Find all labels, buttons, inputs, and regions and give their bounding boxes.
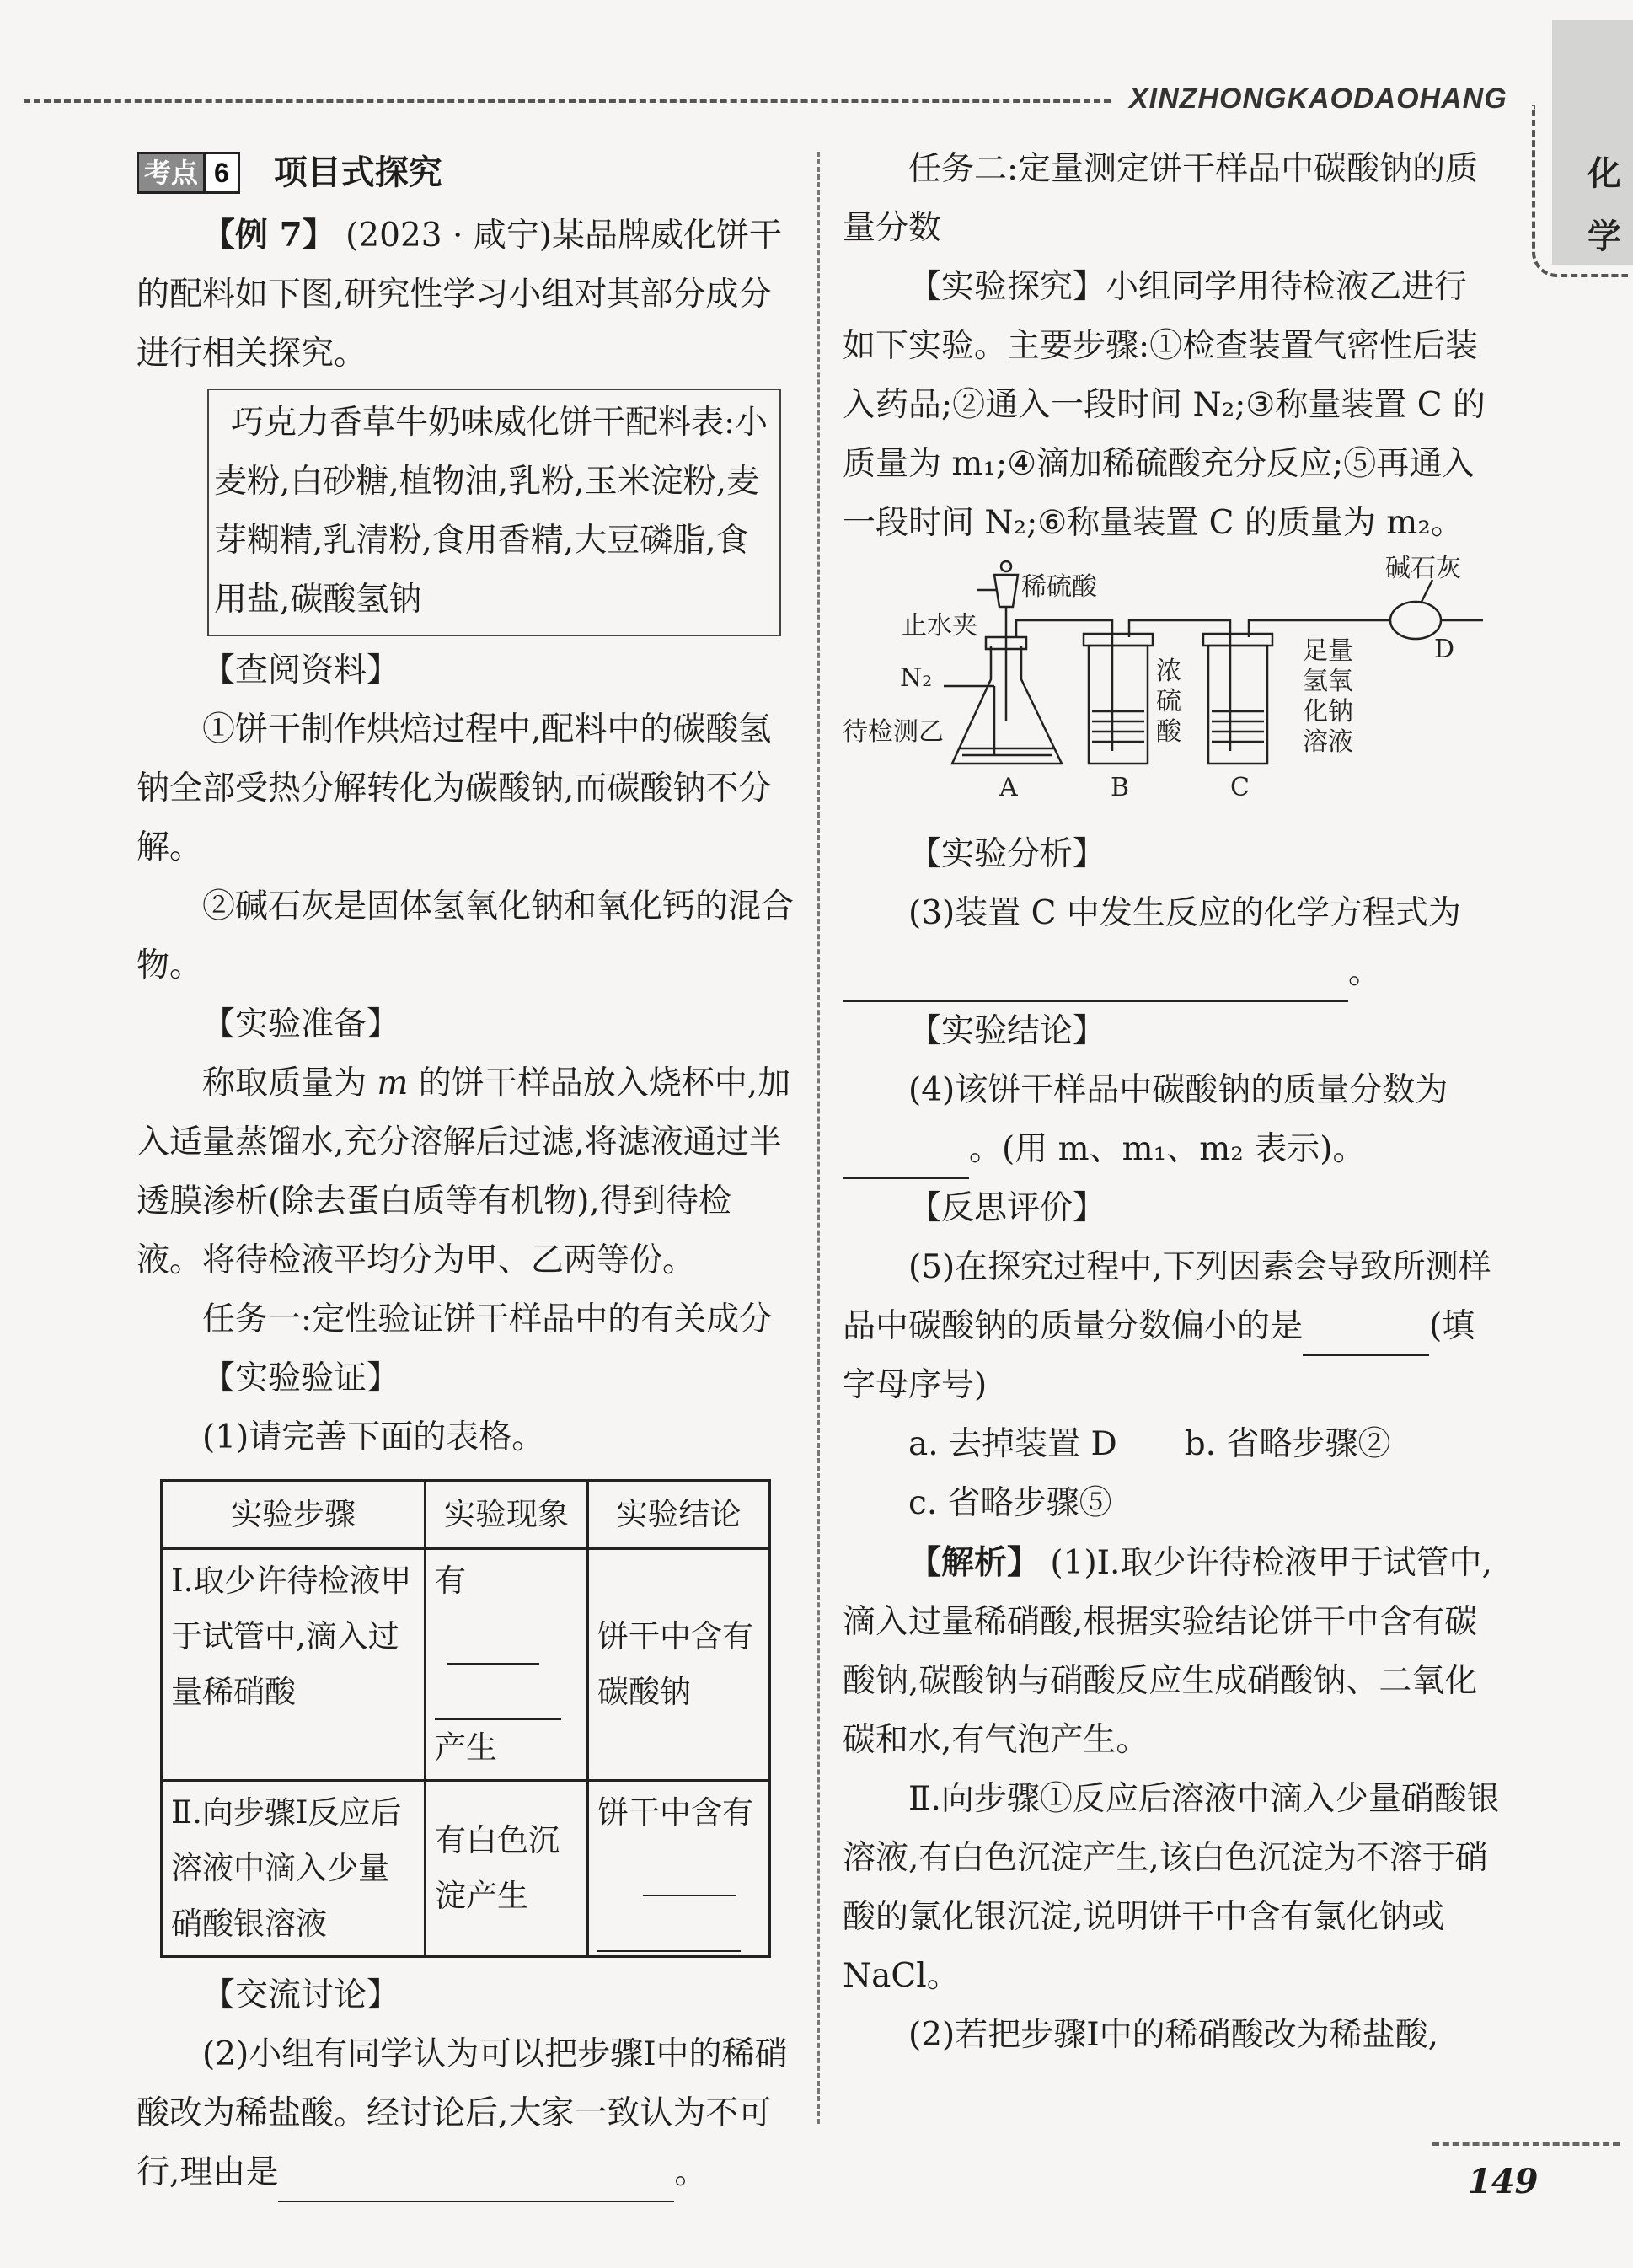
lookup-1: ①饼干制作烘焙过程中,配料中的碳酸氢钠全部受热分解转化为碳酸钠,而碳酸钠不分解。 [137, 710, 772, 866]
option-b: b. 省略步骤② [1184, 1425, 1391, 1463]
label-lime: 碱石灰 [1385, 554, 1461, 583]
answer-blank[interactable] [643, 1895, 736, 1896]
question-3-end: 。 [1348, 953, 1382, 991]
question-5-text: (5)在探究过程中,下列因素会导致所测样品中碳酸钠的质量分数偏小的是 [843, 1248, 1491, 1345]
question-4: (4)该饼干样品中碳酸钠的质量分数为 [908, 1071, 1448, 1109]
label-d: D [1434, 635, 1455, 664]
row1-step: Ⅰ.取少许待检液甲于试管中,滴入过量稀硝酸 [162, 1549, 426, 1781]
drying-tube-d [1390, 602, 1441, 639]
row2-observation: 有白色沉淀产生 [426, 1781, 588, 1957]
bottle-c [1208, 646, 1267, 764]
question-3-answer [843, 943, 1500, 1002]
question-2-text: (2)小组有同学认为可以把步骤Ⅰ中的稀硝酸改为稀盐酸。经讨论后,大家一致认为不可行,理由是 [137, 2035, 788, 2191]
answer-1-text: (1)Ⅰ.取少许待检液甲于试管中,滴入过量稀硝酸,根据实验结论饼干中含有碳酸钠,碳酸钠与硝酸反应生成硝酸钠、二氧化碳和水,有气泡产生。 [843, 1544, 1492, 1759]
answer-blank[interactable] [278, 2158, 674, 2202]
label-naoh: 氢氧 [1303, 667, 1353, 696]
question-5 [843, 1238, 1500, 1415]
label-acid: 稀硫酸 [1021, 572, 1097, 602]
answer-3: (2)若把步骤Ⅰ中的稀硝酸改为稀盐酸, [908, 2016, 1439, 2054]
label-c: C [1230, 773, 1250, 802]
recipe-box [207, 389, 781, 636]
heading-discuss: 【交流讨论】 [202, 1976, 400, 2014]
heading-conclusion: 【实验结论】 [908, 1012, 1106, 1050]
label-conc-acid: 酸 [1156, 717, 1181, 747]
table-header: 实验步骤 [162, 1481, 426, 1549]
label-sample: 待检测乙 [843, 717, 944, 747]
header-brand: XINZHONGKAODAOHANG [1129, 83, 1507, 115]
table-row [162, 1549, 770, 1781]
lookup-2: ②碱石灰是固体氢氧化钠和氧化钙的混合物。 [137, 887, 795, 984]
label-a: A [999, 773, 1018, 802]
recipe-text: 巧克力香草牛奶味威化饼干配料表:小麦粉,白砂糖,植物油,乳粉,玉米淀粉,麦芽糊精,乳清粉,食用香精,大豆磷脂,食用盐,碳酸氢钠 [214, 404, 768, 619]
funnel-stopper [1001, 561, 1011, 571]
lime-pointer [1421, 580, 1432, 603]
heading-explore: 【实验探究】 [908, 268, 1106, 306]
column-divider [817, 152, 820, 2124]
row1-obs-prefix: 有 [435, 1563, 466, 1599]
label-naoh: 化钠 [1303, 697, 1353, 727]
heading-reflect: 【反思评价】 [908, 1189, 1106, 1227]
example-text: (2023 · 咸宁)某品牌威化饼干的配料如下图,研究性学习小组对其部分成分进行相关探究。 [137, 217, 782, 373]
section-header [137, 143, 794, 202]
table-header: 实验结论 [588, 1481, 770, 1549]
table-row [162, 1781, 770, 1957]
answer-blank[interactable] [435, 1718, 561, 1720]
prep-text [137, 1054, 794, 1290]
options-row [843, 1415, 1500, 1474]
badge-label: 考点 [139, 154, 203, 191]
answer-blank[interactable] [447, 1663, 539, 1665]
page-number: 149 [1468, 2162, 1539, 2201]
task2-heading: 任务二:定量测定饼干样品中碳酸钠的质量分数 [843, 150, 1479, 247]
answer-blank[interactable] [843, 958, 1348, 1002]
row1-obs-suffix: 产生 [435, 1729, 497, 1766]
label-naoh: 溶液 [1303, 727, 1353, 757]
left-column [137, 143, 794, 2202]
label-clamp: 止水夹 [902, 611, 977, 641]
label-conc-acid: 浓 [1156, 657, 1181, 686]
answer-1 [843, 1533, 1500, 1770]
explore-text [843, 258, 1500, 553]
row2-step: Ⅱ.向步骤Ⅰ反应后溶液中滴入少量硝酸银溶液 [162, 1781, 426, 1957]
option-a: a. 去掉装置 D [908, 1425, 1117, 1463]
row1-conclusion: 饼干中含有碳酸钠 [588, 1549, 770, 1781]
question-3: (3)装置 C 中发生反应的化学方程式为 [908, 894, 1461, 932]
question-4-answer [843, 1120, 1500, 1179]
question-2-end: 。 [674, 2153, 708, 2191]
experiment-table [160, 1479, 771, 1958]
label-n2: N₂ [900, 663, 933, 693]
option-c: c. 省略步骤⑤ [908, 1484, 1112, 1522]
row2-concl-text: 饼干中含有 [597, 1794, 753, 1831]
label-naoh: 足量 [1303, 636, 1353, 666]
explore-body: 小组同学用待检液乙进行如下实验。主要步骤:①检查装置气密性后装入药品;②通入一段时间 N₂;③称量装置 C 的质量为 m₁;④滴加稀硫酸充分反应;⑤再通入一段时间 N₂;⑥称量装置 C 的质量为 m₂。 [843, 268, 1486, 542]
prep-mass-symbol: m [377, 1064, 409, 1102]
prep-text-b: 的饼干样品放入烧杯中,加入适量蒸馏水,充分溶解后过滤,将滤液通过半透膜渗析(除去蛋白质等有机物),得到待检液。将待检液平均分为甲、乙两等份。 [137, 1064, 791, 1279]
heading-answer: 【解析】 [908, 1543, 1041, 1582]
section-title: 项目式探究 [273, 154, 442, 191]
prep-text-a: 称取质量为 [202, 1064, 377, 1102]
table-header-row [162, 1481, 770, 1549]
label-conc-acid: 硫 [1156, 687, 1181, 716]
section-badge [137, 152, 240, 194]
subject-tab-char-2: 学 [1587, 217, 1621, 256]
subject-tab-char-1: 化 [1587, 153, 1621, 193]
answer-blank[interactable] [1303, 1312, 1429, 1356]
row1-observation [426, 1549, 588, 1781]
example-tag: 【例 7】 [202, 216, 335, 255]
header-divider [24, 99, 1111, 103]
side-tab-border [1532, 105, 1628, 277]
bottle-b-stopper [1084, 634, 1153, 646]
bottle-b [1089, 646, 1148, 764]
task1-heading: 任务一:定性验证饼干样品中的有关成分 [202, 1300, 773, 1338]
right-column [843, 140, 1500, 2065]
badge-number: 6 [203, 154, 238, 191]
question-4-end: 。(用 m、m₁、m₂ 表示)。 [969, 1130, 1366, 1168]
heading-verify: 【实验验证】 [202, 1359, 400, 1397]
answer-blank[interactable] [597, 1950, 741, 1952]
question-1: (1)请完善下面的表格。 [202, 1418, 545, 1456]
heading-analysis: 【实验分析】 [908, 835, 1106, 873]
table-header: 实验现象 [426, 1481, 588, 1549]
example-intro [137, 206, 794, 383]
footer-divider [1432, 2142, 1620, 2146]
bottle-c-stopper [1203, 634, 1272, 646]
separatory-funnel [994, 575, 1018, 607]
apparatus-diagram [843, 553, 1500, 806]
answer-blank[interactable] [843, 1135, 969, 1179]
row2-conclusion [588, 1781, 770, 1957]
label-b: B [1111, 773, 1130, 802]
answer-2: Ⅱ.向步骤①反应后溶液中滴入少量硝酸银溶液,有白色沉淀产生,该白色沉淀为不溶于硝酸的氯化银沉淀,说明饼干中含有氯化钠或 NaCl。 [843, 1780, 1500, 1995]
heading-lookup: 【查阅资料】 [202, 651, 400, 689]
question-5-end: (填字母序号) [843, 1307, 1475, 1404]
heading-prep: 【实验准备】 [202, 1005, 400, 1043]
question-2 [137, 2025, 794, 2202]
